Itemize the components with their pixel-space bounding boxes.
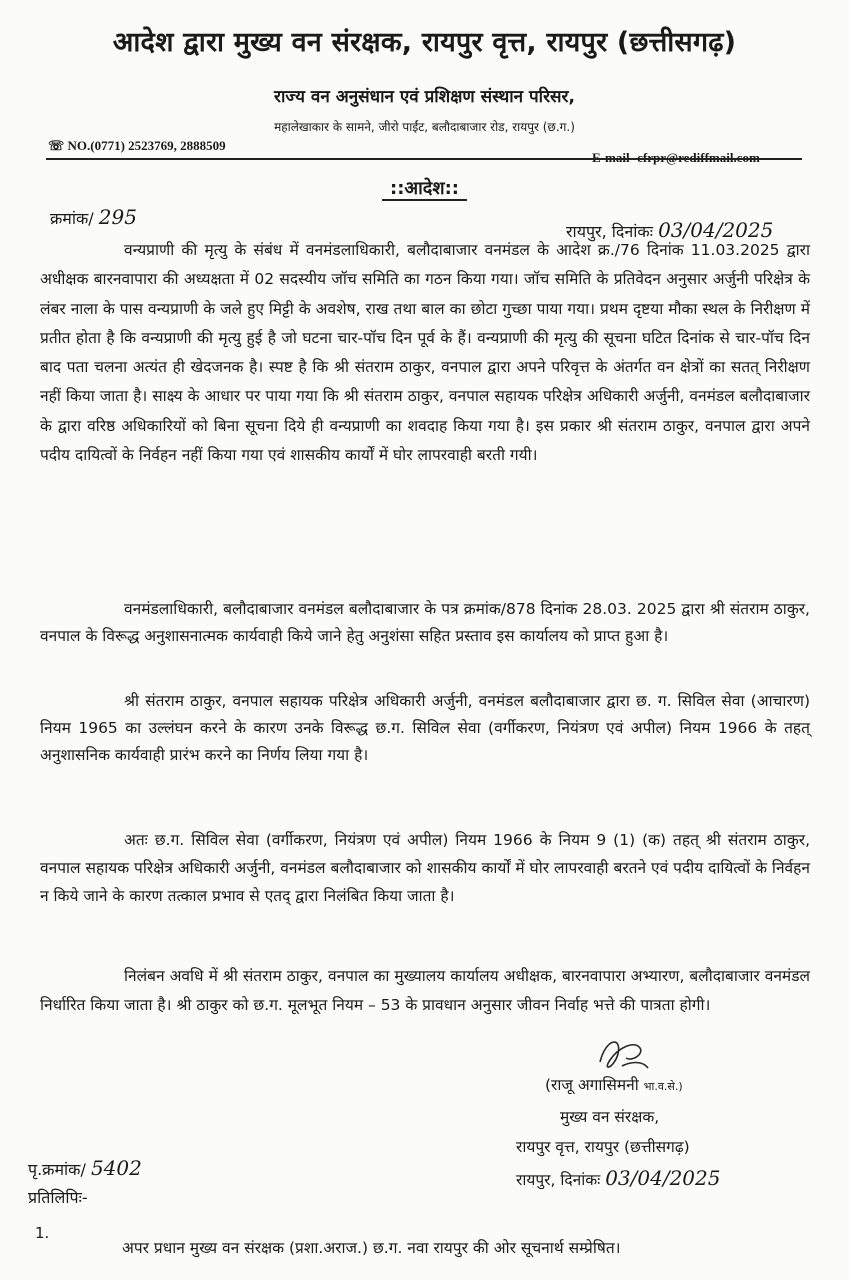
paragraph-5-text: निलंबन अवधि में श्री संतराम ठाकुर, वनपाल का मुख्यालय कार्यालय अधीक्षक, बारनवापारा अभ्यारण, बलौदाबाजार वनमंडल निर्धारित किया जाता है। श्री ठाकुर को छ.ग. मूलभूत नियम – 53 के प्रावधान अनुसार जीवन निर्वाह भत्ते की पात्रता होगी। (40, 967, 810, 1014)
endorsement-number-label: पृ.क्रमांक/ (28, 1160, 86, 1179)
order-date-value: 03/04/2025 (658, 218, 774, 242)
phone-icon: ☏ (48, 138, 65, 153)
signatory-office: रायपुर वृत्त, रायपुर (छत्तीसगढ़) (516, 1138, 690, 1156)
order-date-label: रायपुर, दिनांकः (566, 222, 653, 241)
signature-scribble (592, 1032, 652, 1078)
address-line: महालेखाकार के सामने, जीरो पाईंट, बलौदाबाजार रोड, रायपुर (छ.ग.) (274, 120, 575, 134)
signatory-name (545, 1073, 683, 1095)
institute-line: राज्य वन अनुसंधान एवं प्रशिक्षण संस्थान परिसर, (274, 87, 575, 107)
order-number-label: क्रमांक/ (50, 209, 94, 228)
header-divider (46, 158, 802, 160)
paragraph-1-text: वन्यप्राणी की मृत्यु के संबंध में वनमंडलाधिकारी, बलौदाबाजार वनमंडल के आदेश क्र./76 दिनांक 11.03.2025 द्वारा अधीक्षक बारनवापारा की अध्यक्षता में 02 सदस्यीय जॉच समिति का गठन किया गया। जॉच समिति के प्रतिवेदन अनुसार अर्जुनी परिक्षेत्र के लंबर नाला के पास वन्यप्राणी के जले हुए मिट्टी के अवशेष, राख तथा बाल का छोटा गुच्छा पाया गया। प्रथम दृष्टया मौका स्थल के निरीक्षण में प्रतीत होता है कि वन्यप्राणी की मृत्यु हुई है जो घटना चार-पॉच दिन पूर्व के हैं। वन्यप्राणी की मृत्यु की सूचना घटित दिनांक से चार-पॉच दिन बाद पता चलना अत्यंत ही खेदजनक है। स्पष्ट है कि श्री संतराम ठाकुर, वनपाल द्वारा अपने परिवृत्त के अंतर्गत वन क्षेत्रों का सतत् निरीक्षण नहीं किया जाता है। साक्ष्य के आधार पर पाया गया कि श्री संतराम ठाकुर, वनपाल सहायक परिक्षेत्र अधिकारी अर्जुनी, वनमंडल बलौदाबाजार के द्वारा वरिष्ठ अधिकारियों को बिना सूचना दिये ही वन्यप्राणी का शवदाह किया गया है। इस प्रकार श्री संतराम ठाकुर, वनपाल द्वारा अपने पदीय दायित्वों के निर्वहन नहीं किया गया एवं शासकीय कार्यों में घोर लापरवाही बरती गयी। (40, 241, 810, 465)
document-title: आदेश द्वारा मुख्य वन संरक्षक, रायपुर वृत्त, रायपुर (छत्तीसगढ़) (112, 27, 737, 58)
paragraph-2 (40, 596, 810, 650)
signatory-post: मुख्य वन संरक्षक, (560, 1108, 660, 1126)
order-heading (0, 176, 849, 200)
paragraph-2-text: वनमंडलाधिकारी, बलौदाबाजार वनमंडल बलौदाबाजार के पत्र क्रमांक/878 दिनांक 28.03. 2025 द्वारा श्री संतराम ठाकुर, वनपाल के विरूद्ध अनुशासनात्मक कार्यवाही किये जाने हेतु अनुशंसा सहित प्रस्ताव इस कार्यालय को प्राप्त हुआ है। (40, 600, 810, 645)
copy-item-number: 1. (35, 1224, 50, 1242)
phone-number (48, 138, 226, 154)
signatory-date-value: 03/04/2025 (605, 1166, 721, 1190)
signatory-date (516, 1166, 720, 1190)
endorsement-number (28, 1156, 142, 1180)
paragraph-3-text: श्री संतराम ठाकुर, वनपाल सहायक परिक्षेत्र अधिकारी अर्जुनी, वनमंडल बलौदाबाजार द्वारा छ. ग. सिविल सेवा (आचारण) नियम 1965 का उल्लंघन करने के कारण उनके विरूद्ध छ.ग. सिविल सेवा (वर्गीकरण, नियंत्रण एवं अपील) नियम 1966 के तहत् अनुशासनिक कार्यवाही प्रारंभ करने का निर्णय लिया गया है। (40, 692, 810, 764)
signatory-service: भा.व.से.) (643, 1080, 683, 1093)
copy-item-text: अपर प्रधान मुख्य वन संरक्षक (प्रशा.अराज.) छ.ग. नवा रायपुर की ओर सूचनार्थ सम्प्रेषित। (122, 1239, 621, 1257)
paragraph-5 (40, 962, 810, 1020)
order-heading-text: ::आदेश:: (382, 178, 467, 201)
paragraph-1 (40, 236, 810, 470)
paragraph-3 (40, 688, 810, 769)
phone-text: NO.(0771) 2523769, 2888509 (67, 138, 226, 153)
copy-to-label: प्रतिलिपिः- (28, 1188, 88, 1207)
order-number (50, 205, 137, 229)
signatory-date-label: रायपुर, दिनांकः (516, 1171, 601, 1189)
order-number-value: 295 (98, 205, 137, 229)
endorsement-number-value: 5402 (90, 1156, 142, 1180)
paragraph-4 (40, 826, 810, 910)
paragraph-4-text: अतः छ.ग. सिविल सेवा (वर्गीकरण, नियंत्रण एवं अपील) नियम 1966 के नियम 9 (1) (क) तहत् श्री संतराम ठाकुर, वनपाल सहायक परिक्षेत्र अधिकारी अर्जुनी, वनमंडल बलौदाबाजार को शासकीय कार्यों में घोर लापरवाही बरतने एवं पदीय दायित्वों के निर्वहन न किये जाने के कारण तत्काल प्रभाव से एतद् द्वारा निलंबित किया जाता है। (40, 831, 810, 905)
signatory-name-text: (राजू अगासिमनी (545, 1076, 639, 1094)
